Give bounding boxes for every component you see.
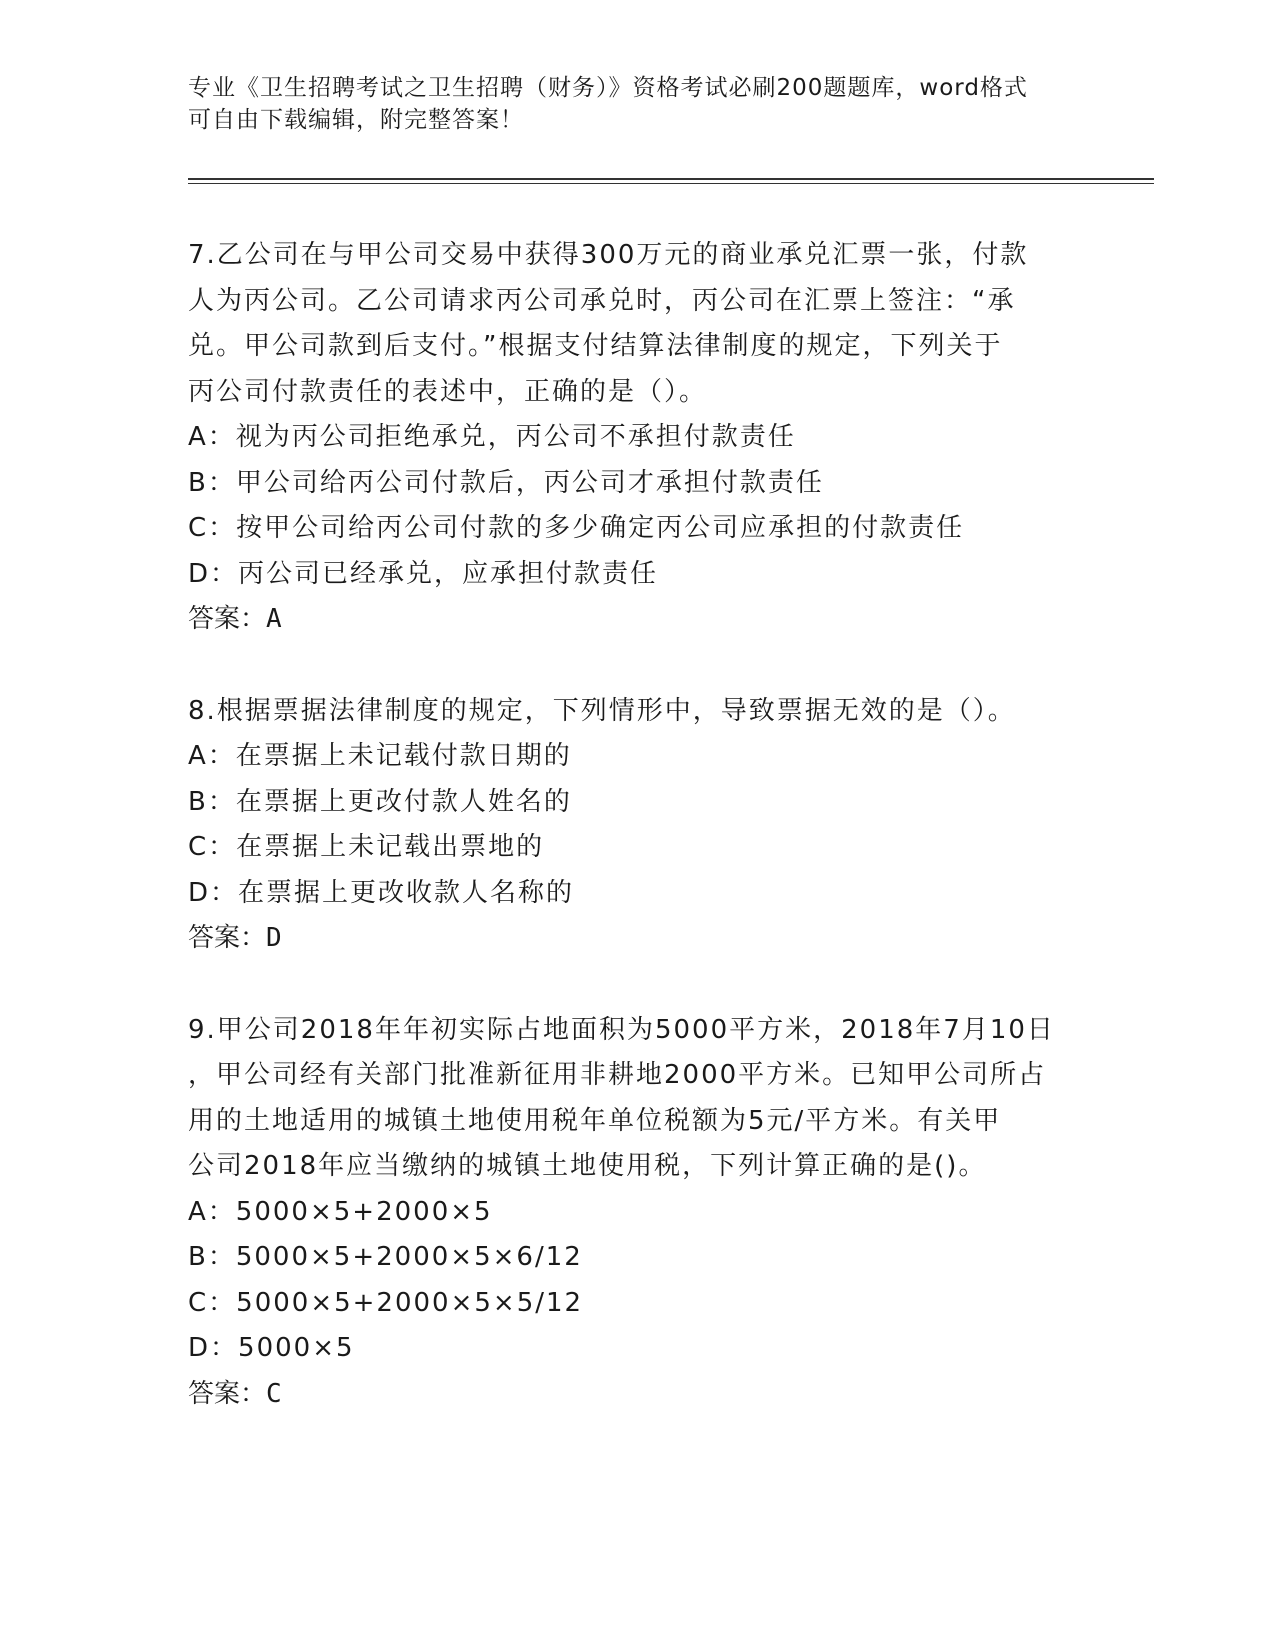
question-stem-line: ，甲公司经有关部门批准新征用非耕地2000平方米。已知甲公司所占: [188, 1060, 1047, 1090]
header-divider-thin: [188, 183, 1154, 184]
header-line-2: 可自由下载编辑，附完整答案！: [188, 107, 524, 133]
answer-line: 答案：D: [188, 923, 282, 953]
question-stem-line: 人为丙公司。乙公司请求丙公司承兑时，丙公司在汇票上签注：“承: [188, 285, 1016, 316]
option-a: A：在票据上未记载付款日期的: [188, 741, 572, 771]
question-stem-line: 9.甲公司2018年年初实际占地面积为5000平方米，2018年7月10日: [188, 1014, 1055, 1045]
option-b: B：5000×5+2000×5×6/12: [188, 1242, 583, 1272]
question-stem-line: 8.根据票据法律制度的规定，下列情形中，导致票据无效的是（）。: [188, 695, 1016, 726]
document-header: [188, 72, 1088, 136]
question-stem-line: 7.乙公司在与甲公司交易中获得300万元的商业承兑汇票一张，付款: [188, 240, 1029, 270]
question-block: [188, 689, 1088, 962]
option-c: C：按甲公司给丙公司付款的多少确定丙公司应承担的付款责任: [188, 513, 965, 543]
option-d: D：在票据上更改收款人名称的: [188, 877, 575, 908]
option-c: C：在票据上未记载出票地的: [188, 832, 545, 862]
option-b: B：甲公司给丙公司付款后，丙公司才承担付款责任: [188, 467, 824, 498]
option-a: A：视为丙公司拒绝承兑，丙公司不承担付款责任: [188, 422, 796, 452]
option-d: D：5000×5: [188, 1333, 355, 1363]
question-stem-line: 兑。甲公司款到后支付。”根据支付结算法律制度的规定，下列关于: [188, 331, 1003, 361]
header-divider-thick: [188, 178, 1154, 180]
answer-line: 答案：C: [188, 1378, 282, 1409]
answer-line: 答案：A: [188, 604, 282, 634]
question-block: [188, 233, 1088, 643]
header-line-1: 专业《卫生招聘考试之卫生招聘（财务）》资格考试必刷200题题库，word格式: [188, 75, 1028, 101]
question-stem-line: 用的土地适用的城镇土地使用税年单位税额为5元/平方米。有关甲: [188, 1105, 1002, 1136]
question-stem-line: 丙公司付款责任的表述中，正确的是（）。: [188, 376, 708, 407]
question-stem-line: 公司2018年应当缴纳的城镇土地使用税，下列计算正确的是()。: [188, 1151, 987, 1181]
option-d: D：丙公司已经承兑，应承担付款责任: [188, 558, 659, 589]
question-list: [188, 233, 1088, 1463]
option-c: C：5000×5+2000×5×5/12: [188, 1287, 584, 1318]
option-a: A：5000×5+2000×5: [188, 1196, 493, 1227]
option-b: B：在票据上更改付款人姓名的: [188, 786, 572, 817]
question-block: [188, 1008, 1088, 1418]
